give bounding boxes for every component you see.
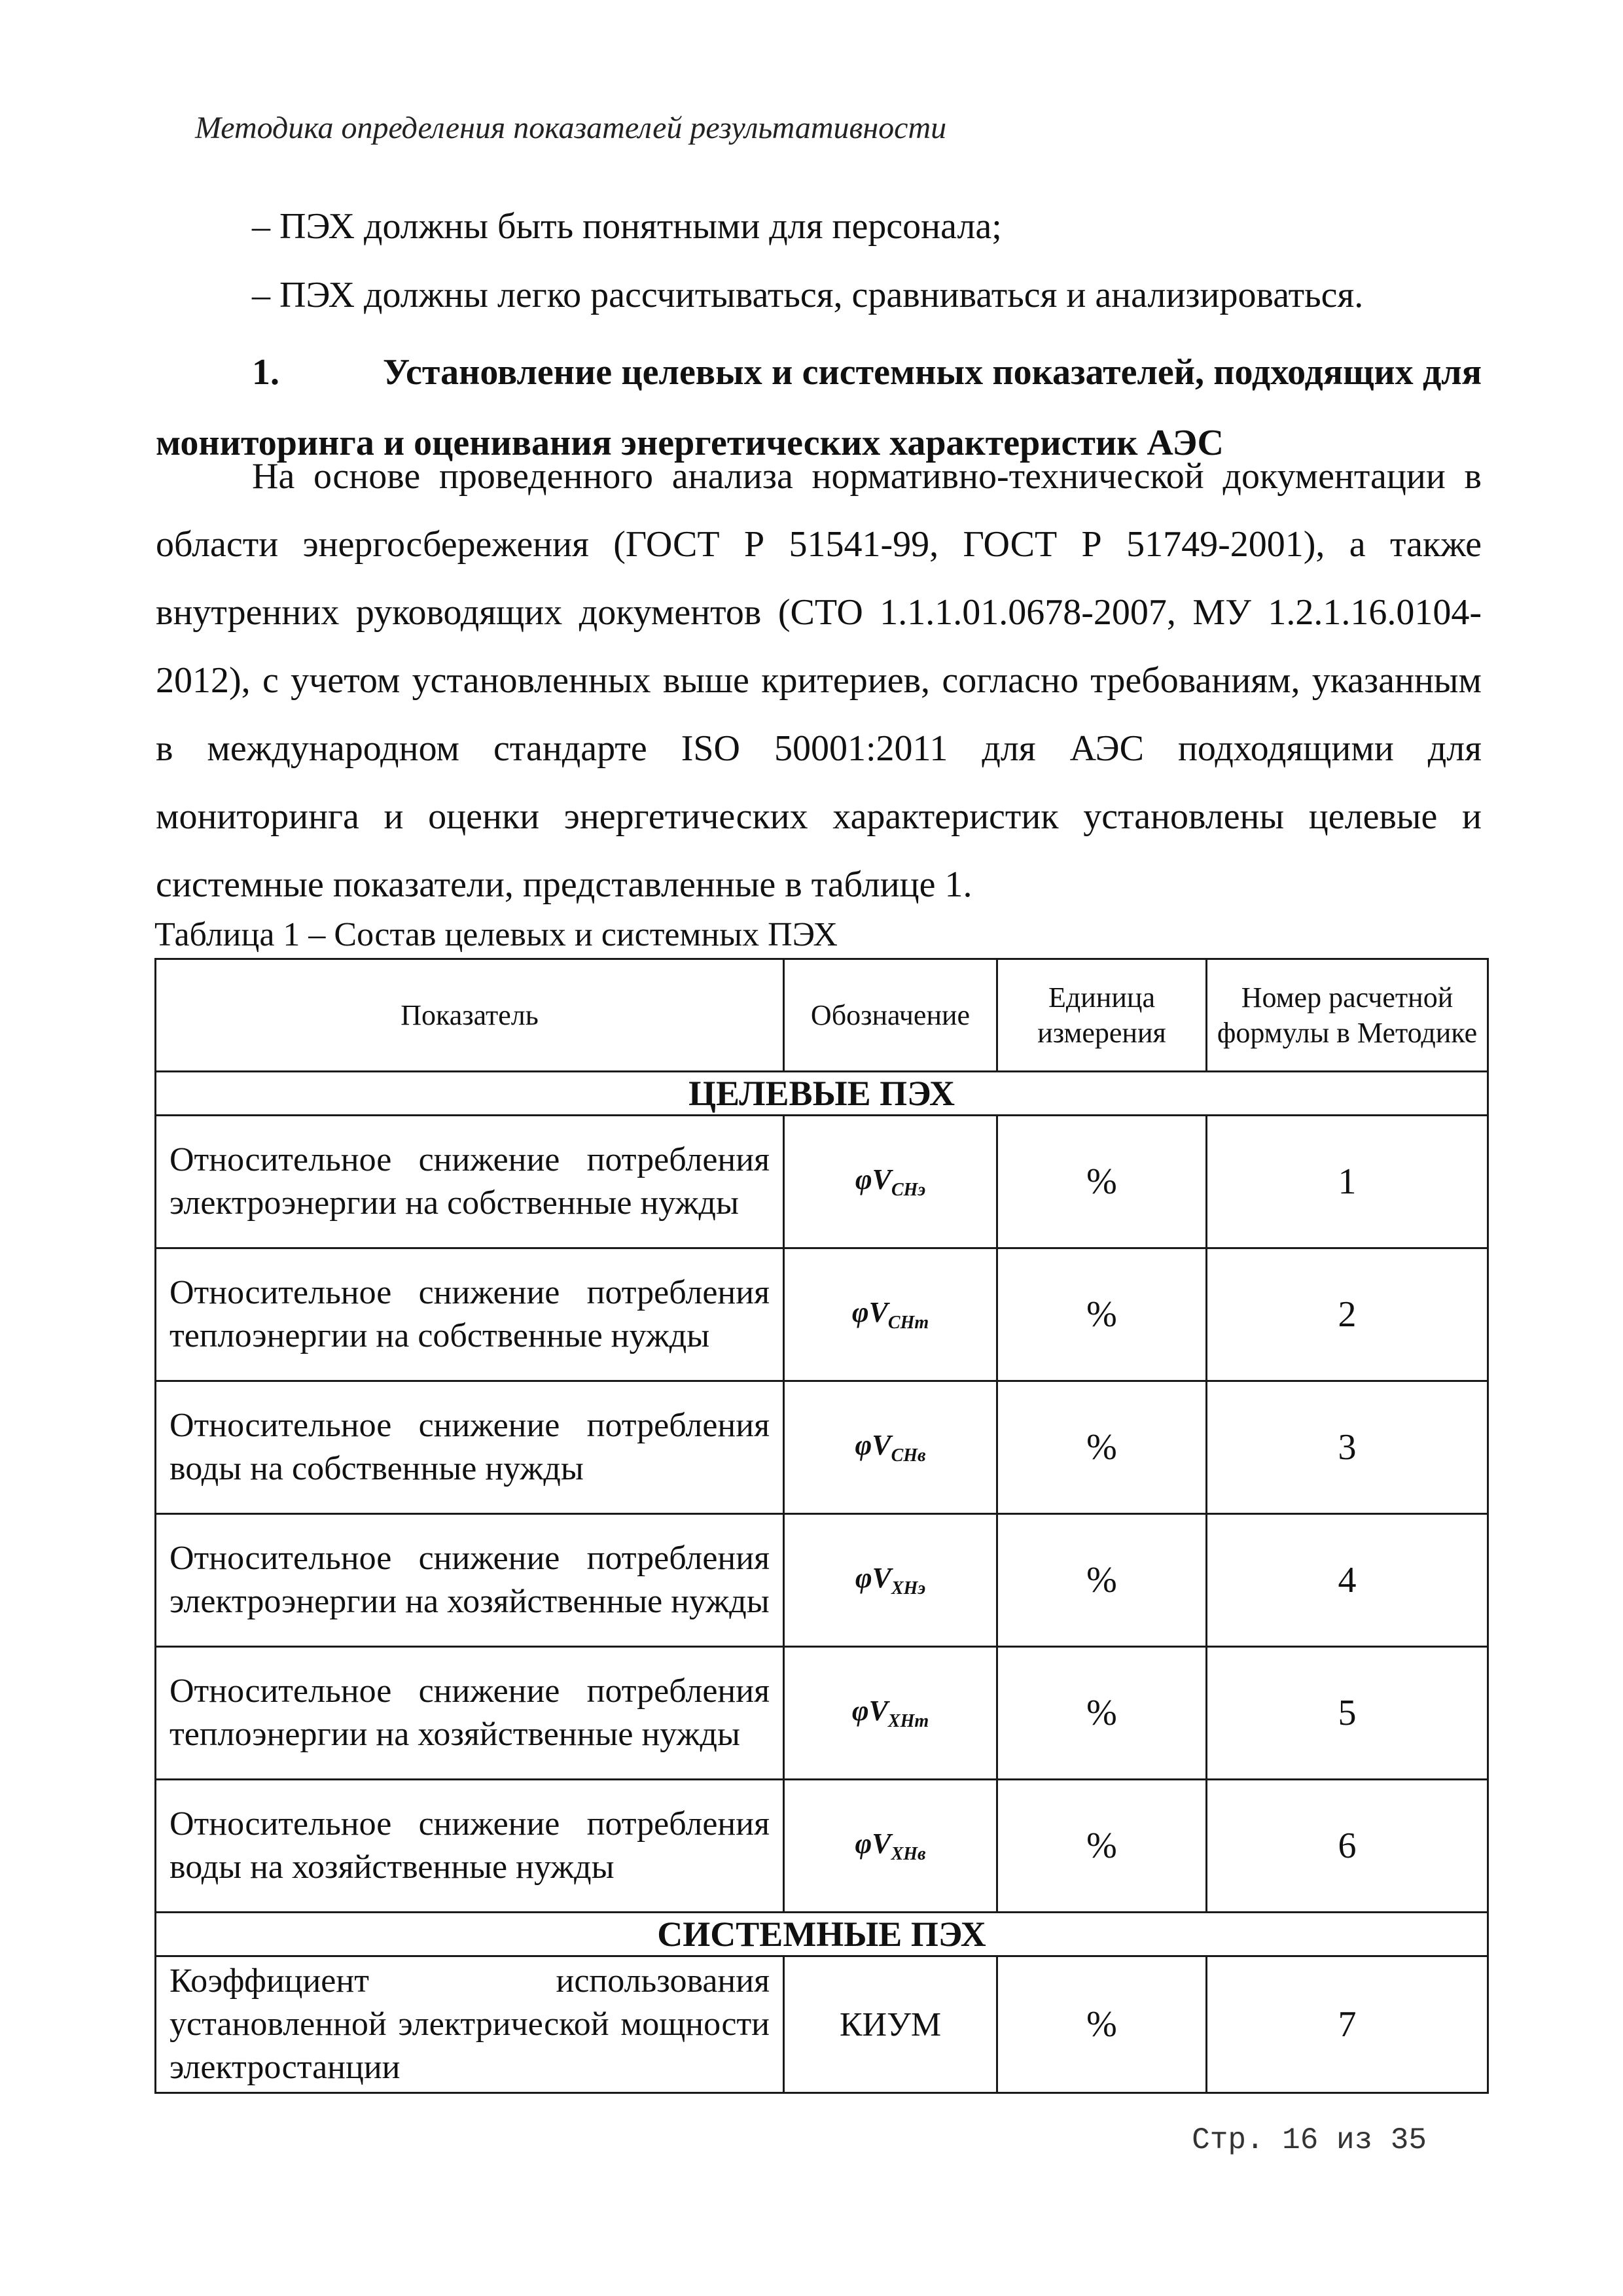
- indicator-unit: %: [997, 1514, 1207, 1647]
- indicator-name: Относительное снижение потребления воды на хозяйственные нужды: [156, 1780, 784, 1913]
- table-row: [156, 1514, 1488, 1647]
- section-title: Установление целевых и системных показателей, подходящих для мониторинга и оценивания энергетических характеристик АЭС: [156, 352, 1482, 463]
- bullet-item: – ПЭХ должны легко рассчитываться, сравниваться и анализироваться.: [252, 275, 1364, 315]
- header-indicator: Показатель: [156, 959, 784, 1072]
- indicator-symbol: $\varphi V_{ХНэ}$: [784, 1514, 997, 1647]
- table-row: [156, 1248, 1488, 1381]
- indicator-unit: %: [997, 1116, 1207, 1248]
- header-unit: Единица измерения: [997, 959, 1207, 1072]
- table-row: [156, 1780, 1488, 1913]
- page-number: Стр. 16 из 35: [1192, 2123, 1427, 2157]
- indicator-formula-number: 6: [1207, 1780, 1488, 1913]
- indicator-formula-number: 3: [1207, 1381, 1488, 1514]
- indicator-symbol: $\varphi V_{СНв}$: [784, 1381, 997, 1514]
- indicators-table: [154, 958, 1489, 2094]
- indicator-name: Относительное снижение потребления электроэнергии на хозяйственные нужды: [156, 1514, 784, 1647]
- indicator-name: Относительное снижение потребления воды на собственные нужды: [156, 1381, 784, 1514]
- indicator-symbol: $\varphi V_{СНэ}$: [784, 1116, 997, 1248]
- indicator-unit: %: [997, 1248, 1207, 1381]
- table-caption: Таблица 1 – Состав целевых и системных ПЭХ: [154, 916, 838, 953]
- indicator-unit: %: [997, 1647, 1207, 1780]
- running-header: Методика определения показателей результативности: [195, 111, 947, 145]
- indicator-name: Относительное снижение потребления электроэнергии на собственные нужды: [156, 1116, 784, 1248]
- table-row: [156, 1381, 1488, 1514]
- group-title-system: СИСТЕМНЫЕ ПЭХ: [156, 1913, 1488, 1956]
- indicator-formula-number: 7: [1207, 1956, 1488, 2093]
- body-paragraph: На основе проведенного анализа нормативно-технической документации в области энергосбережения (ГОСТ Р 51541-99, ГОСТ Р 51749-2001), а также внутренних руководящих документов (СТО 1.1.1.01.0678-2007, МУ 1.2.1.16.0104-2012), с учетом установленных выше критериев, согласно требованиям, указанным в международном стандарте ISO 50001:2011 для АЭС подходящими для мониторинга и оценки энергетических характеристик установлены целевые и системные показатели, представленные в таблице 1.: [156, 456, 1482, 905]
- header-designation: Обозначение: [784, 959, 997, 1072]
- bullet-item: – ПЭХ должны быть понятными для персонала;: [252, 206, 1002, 247]
- indicator-symbol: $\varphi V_{ХНт}$: [784, 1647, 997, 1780]
- indicator-symbol: $\varphi V_{ХНв}$: [784, 1780, 997, 1913]
- indicator-formula-number: 1: [1207, 1116, 1488, 1248]
- indicator-name: Относительное снижение потребления теплоэнергии на хозяйственные нужды: [156, 1647, 784, 1780]
- table-header-row: [156, 959, 1488, 1072]
- indicator-unit: %: [997, 1956, 1207, 2093]
- group-row-system: [156, 1913, 1488, 1956]
- header-formula: Номер расчетной формулы в Методике: [1207, 959, 1488, 1072]
- indicator-formula-number: 2: [1207, 1248, 1488, 1381]
- indicator-formula-number: 4: [1207, 1514, 1488, 1647]
- group-title-target: ЦЕЛЕВЫЕ ПЭХ: [156, 1072, 1488, 1116]
- indicator-formula-number: 5: [1207, 1647, 1488, 1780]
- group-row-target: [156, 1072, 1488, 1116]
- indicator-symbol: $\varphi V_{СНт}$: [784, 1248, 997, 1381]
- indicator-unit: %: [997, 1780, 1207, 1913]
- table-row: [156, 1956, 1488, 2093]
- indicator-name: Относительное снижение потребления теплоэнергии на собственные нужды: [156, 1248, 784, 1381]
- indicator-unit: %: [997, 1381, 1207, 1514]
- indicator-symbol: КИУМ: [784, 1956, 997, 2093]
- table-row: [156, 1116, 1488, 1248]
- table-row: [156, 1647, 1488, 1780]
- section-number: 1.: [252, 352, 279, 393]
- indicator-name: Коэффициент использования установленной электрической мощности электростанции: [156, 1956, 784, 2093]
